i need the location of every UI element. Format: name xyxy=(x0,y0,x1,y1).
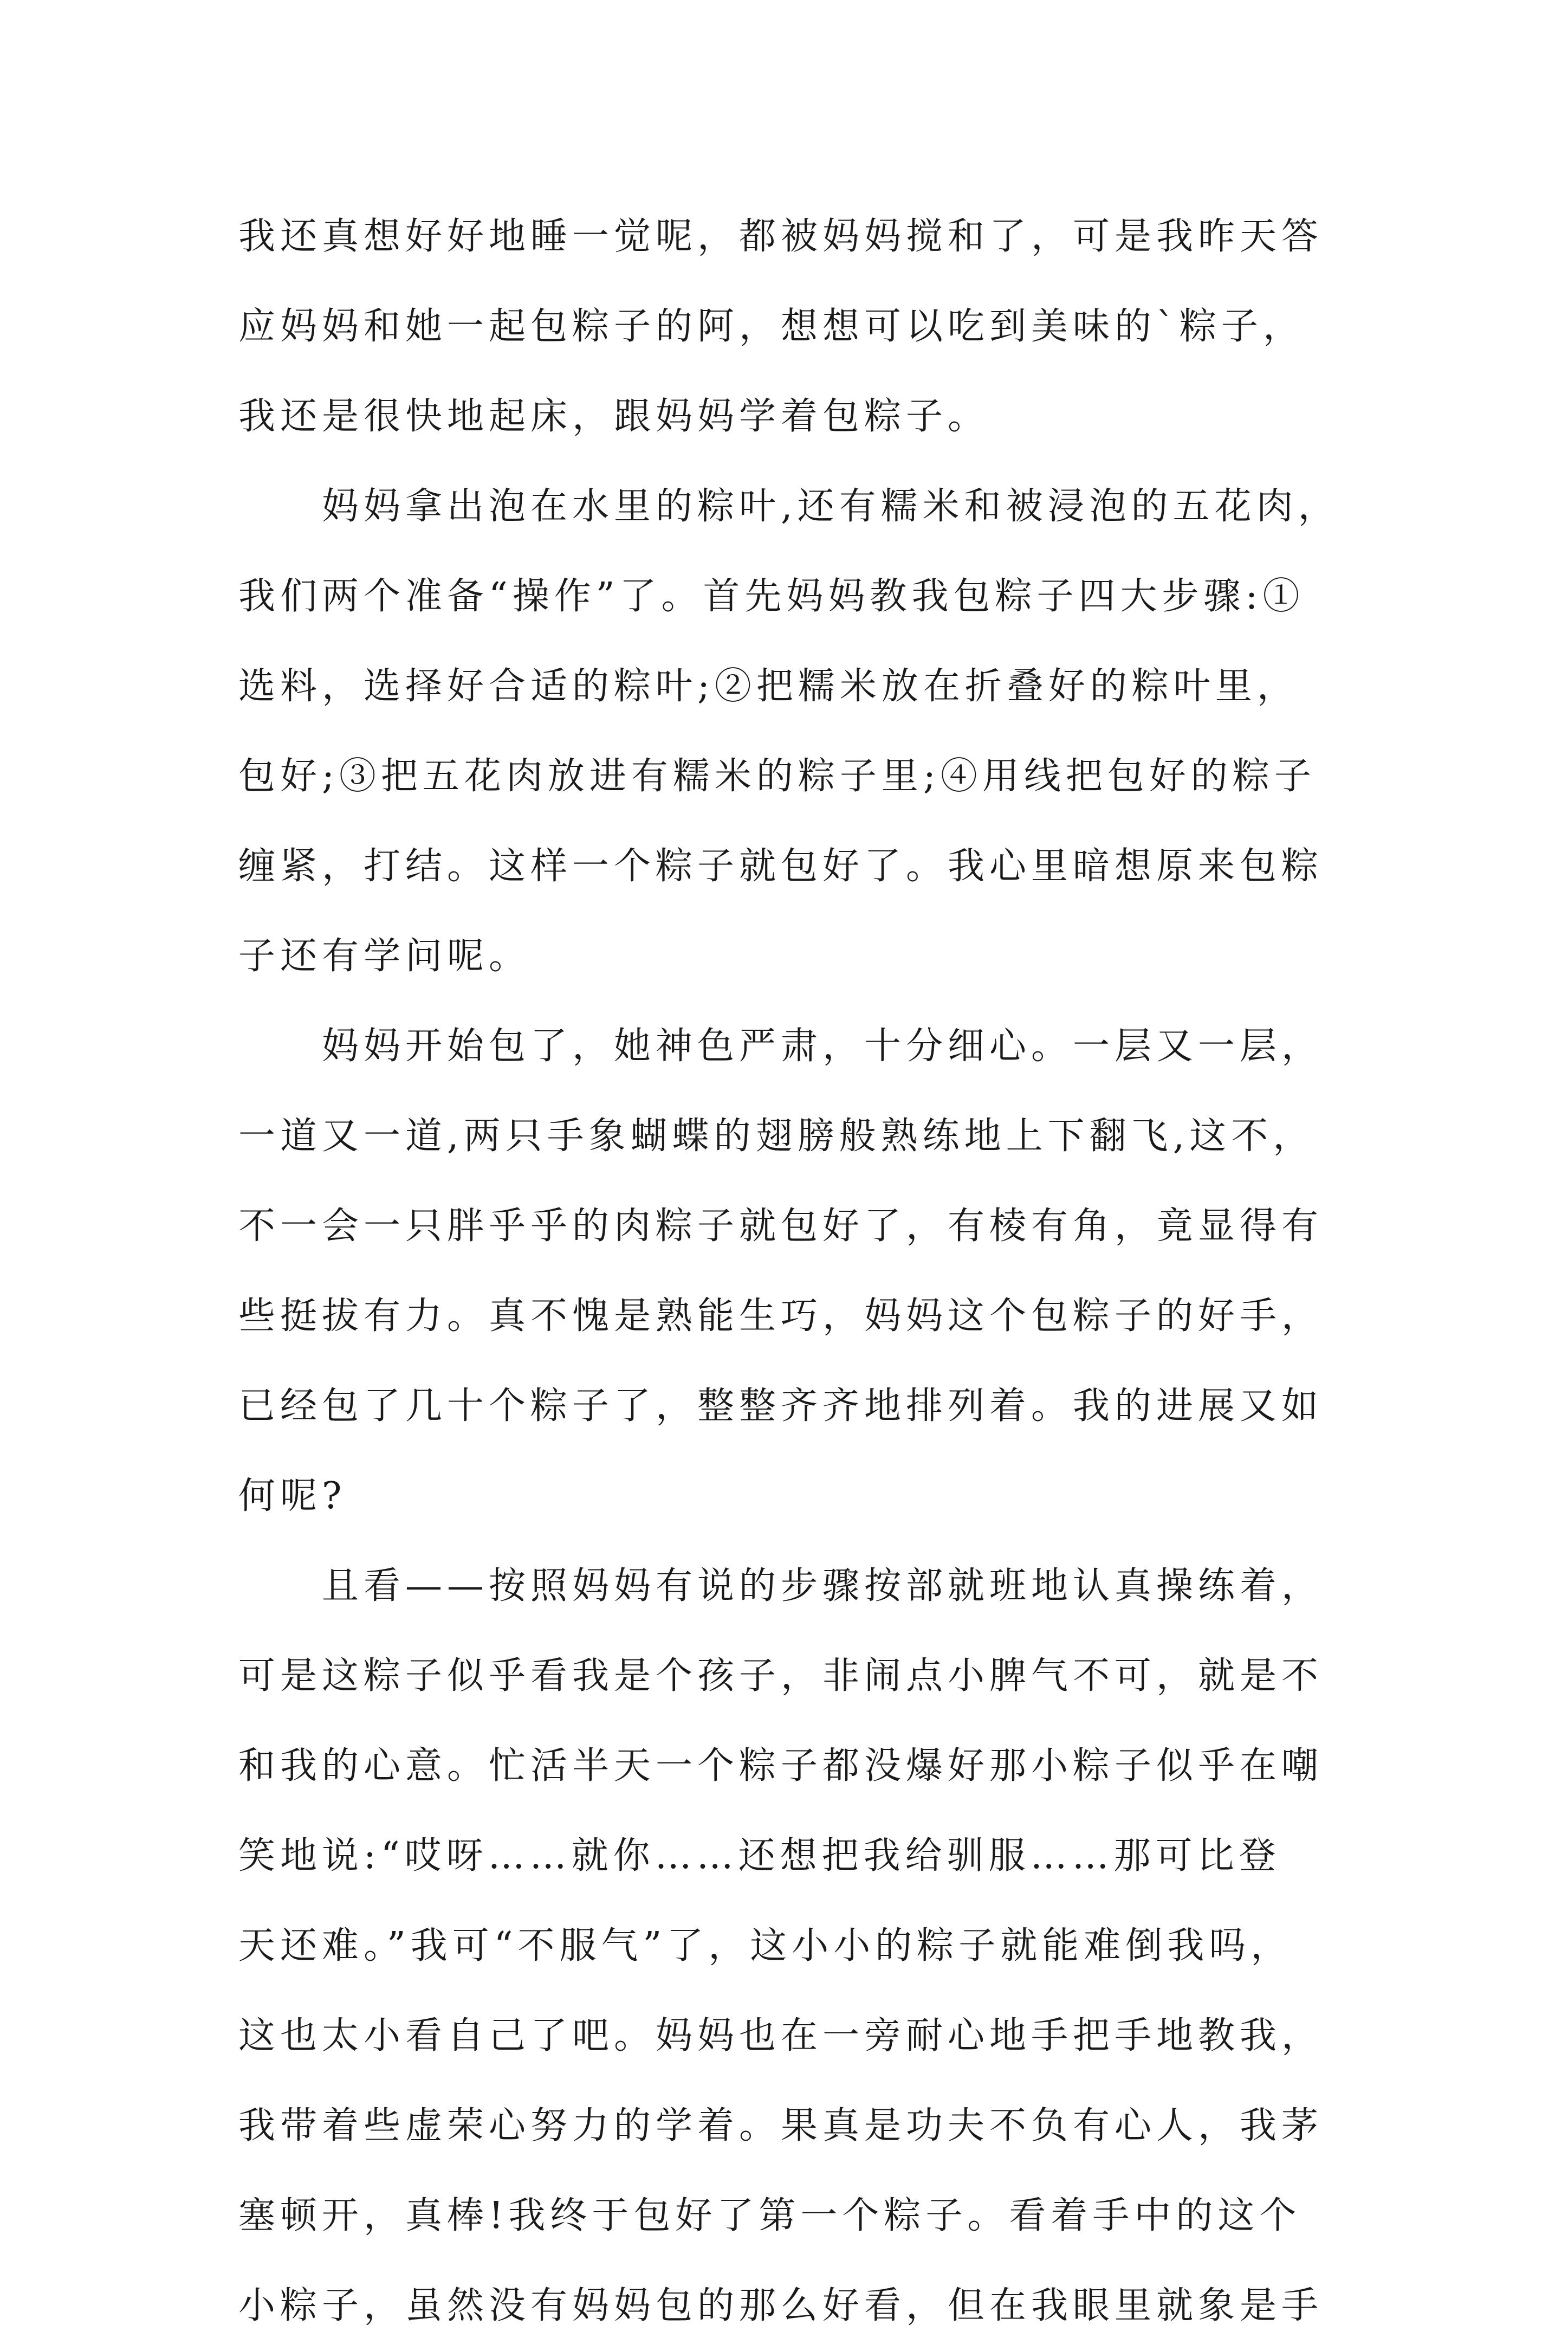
text-line: 何呢? xyxy=(238,1475,347,1517)
text-line: 妈妈拿出泡在水里的粽叶,还有糯米和被浸泡的五花肉， xyxy=(238,485,1340,528)
text-line: 天还难。”我可“不服气”了，这小小的粽子就能难倒我吗， xyxy=(238,1924,1293,1967)
text-line: 些挺拔有力。真不愧是熟能生巧，妈妈这个包粽子的好手， xyxy=(238,1295,1324,1338)
text-line: 已经包了几十个粽子了，整整齐齐地排列着。我的进展又如 xyxy=(238,1385,1324,1428)
text-line: 可是这粽子似乎看我是个孩子，非闹点小脾气不可，就是不 xyxy=(238,1655,1324,1697)
text-line: 笑地说:“哎呀……就你……还想把我给驯服……那可比登 xyxy=(238,1835,1281,1877)
text-line: 我还真想好好地睡一觉呢，都被妈妈搅和了，可是我昨天答 xyxy=(238,215,1324,258)
text-line: 这也太小看自己了吧。妈妈也在一旁耐心地手把手地教我， xyxy=(238,2014,1324,2057)
text-line: 我还是很快地起床，跟妈妈学着包粽子。 xyxy=(238,395,990,438)
text-line: 我们两个准备“操作”了。首先妈妈教我包粽子四大步骤:① xyxy=(238,575,1305,618)
text-line: 小粽子，虽然没有妈妈包的那么好看，但在我眼里就象是手 xyxy=(238,2284,1324,2327)
text-line: 包好;③把五花肉放进有糯米的粽子里;④用线把包好的粽子 xyxy=(238,755,1316,798)
text-line: 不一会一只胖乎乎的肉粽子就包好了，有棱有角，竟显得有 xyxy=(238,1205,1324,1248)
text-line: 一道又一道,两只手象蝴蝶的翅膀般熟练地上下翻飞,这不， xyxy=(238,1115,1315,1158)
text-line: 我带着些虚荣心努力的学着。果真是功夫不负有心人，我茅 xyxy=(238,2104,1324,2147)
text-line: 塞顿开，真棒!我终于包好了第一个粽子。看着手中的这个 xyxy=(238,2194,1301,2237)
text-line: 且看——按照妈妈有说的步骤按部就班地认真操练着， xyxy=(238,1565,1324,1607)
text-line: 选料，选择好合适的粽叶;②把糯米放在折叠好的粽叶里， xyxy=(238,665,1299,708)
text-line: 缠紧，打结。这样一个粽子就包好了。我心里暗想原来包粽 xyxy=(238,845,1324,888)
body-text xyxy=(238,192,1387,2351)
text-line: 子还有学问呢。 xyxy=(238,935,531,978)
text-line: 和我的心意。忙活半天一个粽子都没爆好那小粽子似乎在嘲 xyxy=(238,1745,1324,1787)
text-line: 应妈妈和她一起包粽子的阿，想想可以吃到美味的`粽子， xyxy=(238,305,1305,348)
text-line: 妈妈开始包了，她神色严肃，十分细心。一层又一层， xyxy=(238,1025,1324,1068)
